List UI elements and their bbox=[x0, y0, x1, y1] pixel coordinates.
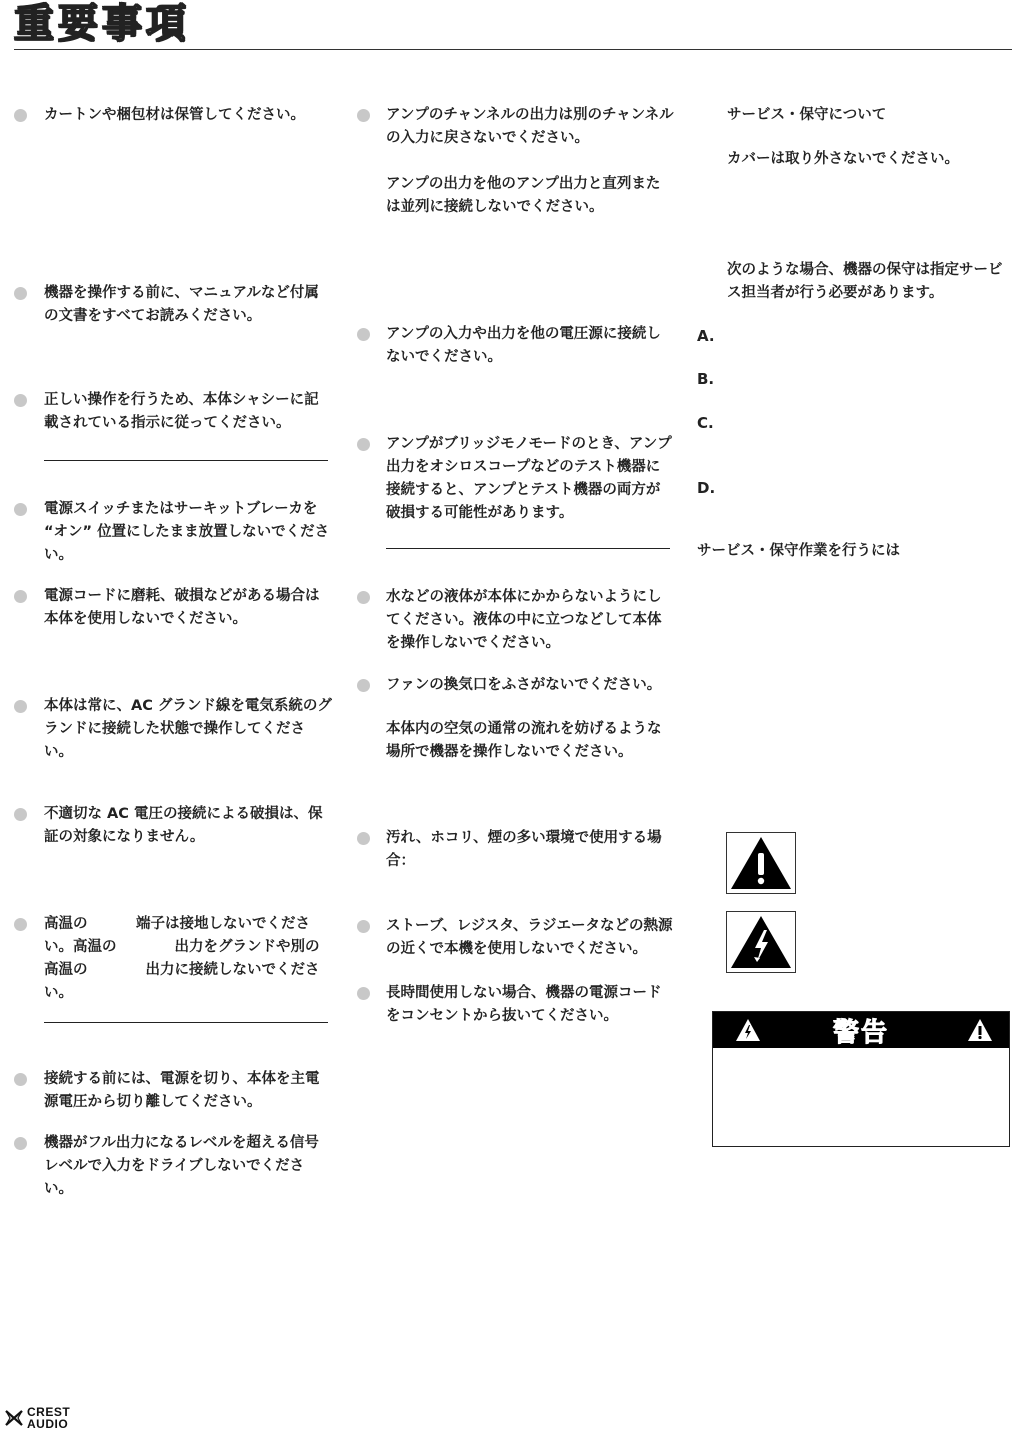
case-letter-d: D. bbox=[697, 479, 716, 497]
paragraph: アンプの出力を他のアンプ出力と直列または並列に接続しないでください。 bbox=[386, 176, 661, 215]
paragraph: 本体内の空気の通常の流れを妨げるような場所で機器を操作しないでください。 bbox=[386, 721, 662, 760]
bullet-icon bbox=[357, 832, 370, 845]
list-item: 機器がフル出力になるレベルを超える信号レベルで入力をドライブしないでください。 bbox=[44, 1135, 319, 1197]
bullet-icon bbox=[357, 328, 370, 341]
crest-audio-logo bbox=[4, 1406, 70, 1430]
bullet-icon bbox=[357, 679, 370, 692]
bullet-icon bbox=[357, 591, 370, 604]
divider bbox=[44, 460, 328, 461]
lightning-triangle-icon bbox=[727, 912, 795, 972]
bullet-icon bbox=[357, 920, 370, 933]
page-title: 重要事項 bbox=[14, 1, 190, 47]
cover-warning: カバーは取り外さないでください。 bbox=[727, 151, 959, 167]
exclamation-triangle-icon bbox=[967, 1018, 993, 1046]
bullet-icon bbox=[14, 1137, 27, 1150]
bullet-icon bbox=[357, 109, 370, 122]
title-rule bbox=[14, 49, 1012, 50]
list-item: アンプがブリッジモノモードのとき、アンプ出力をオシロスコープなどのテスト機器に接続すると、アンプとテスト機器の両方が破損する可能性があります。 bbox=[386, 436, 672, 521]
warning-header bbox=[713, 1012, 1009, 1048]
case-letter-a: A. bbox=[697, 327, 715, 345]
bullet-icon bbox=[14, 590, 27, 603]
list-item: 正しい操作を行うため、本体シャシーに記載されている指示に従ってください。 bbox=[44, 392, 319, 431]
list-item: アンプの入力や出力を他の電圧源に接続しないでください。 bbox=[386, 326, 661, 365]
service-cases: 次のような場合、機器の保守は指定サービス担当者が行う必要があります。 bbox=[727, 262, 1003, 301]
bullet-icon bbox=[14, 394, 27, 407]
bullet-icon bbox=[14, 808, 27, 821]
divider bbox=[386, 548, 670, 549]
case-letter-c: C. bbox=[697, 414, 714, 432]
bullet-icon bbox=[14, 700, 27, 713]
bullet-icon bbox=[14, 287, 27, 300]
list-item: 汚れ、ホコリ、煙の多い環境で使用する場合： bbox=[386, 830, 662, 869]
bullet-icon bbox=[14, 918, 27, 931]
bullet-icon bbox=[357, 438, 370, 451]
service-heading: サービス・保守について bbox=[727, 107, 887, 123]
list-item: 不適切な AC 電圧の接続による破損は、保証の対象になりません。 bbox=[44, 806, 323, 845]
warning-panel bbox=[712, 1011, 1010, 1147]
list-item: 本体は常に、AC グランド線を電気系統のグランドに接続した状態で操作してください。 bbox=[44, 698, 332, 760]
exclamation-symbol-box bbox=[726, 832, 796, 894]
case-letter-b: B. bbox=[697, 370, 715, 388]
list-item: 高温の 端子は接地しないでください。高温の 出力をグランドや別の高温の 出力に接続しないでください。 bbox=[44, 916, 320, 1001]
lightning-triangle-icon bbox=[735, 1018, 761, 1046]
crest-logo-icon bbox=[4, 1408, 24, 1428]
bullet-icon bbox=[357, 987, 370, 1000]
warning-title: 警告 bbox=[832, 1017, 889, 1048]
exclamation-triangle-icon bbox=[727, 833, 795, 893]
list-item: 電源コードに磨耗、破損などがある場合は本体を使用しないでください。 bbox=[44, 588, 320, 627]
list-item: 長時間使用しない場合、機器の電源コードをコンセントから抜いてください。 bbox=[386, 985, 662, 1024]
logo-line-1: CREST bbox=[27, 1405, 71, 1419]
list-item: 接続する前には、電源を切り、本体を主電源電圧から切り離してください。 bbox=[44, 1071, 320, 1110]
logo-line-2: AUDIO bbox=[27, 1417, 69, 1431]
list-item: カートンや梱包材は保管してください。 bbox=[44, 107, 305, 123]
bullet-icon bbox=[14, 503, 27, 516]
list-item: 機器を操作する前に、マニュアルなど付属の文書をすべてお読みください。 bbox=[44, 285, 319, 324]
list-item: 水などの液体が本体にかからないようにしてください。液体の中に立つなどして本体を操作しないでください。 bbox=[386, 589, 662, 651]
list-item: 電源スイッチまたはサーキットブレーカを “オン” 位置にしたまま放置しないでください。 bbox=[44, 501, 330, 563]
lightning-symbol-box bbox=[726, 911, 796, 973]
divider bbox=[44, 1022, 328, 1023]
list-item: ストーブ、レジスタ、ラジエータなどの熱源の近くで本機を使用しないでください。 bbox=[386, 918, 673, 957]
bullet-icon bbox=[14, 1073, 27, 1086]
service-howto: サービス・保守作業を行うには bbox=[697, 543, 900, 559]
list-item: ファンの換気口をふさがないでください。 bbox=[386, 677, 662, 693]
bullet-icon bbox=[14, 109, 27, 122]
list-item: アンプのチャンネルの出力は別のチャンネルの入力に戻さないでください。 bbox=[386, 107, 674, 146]
